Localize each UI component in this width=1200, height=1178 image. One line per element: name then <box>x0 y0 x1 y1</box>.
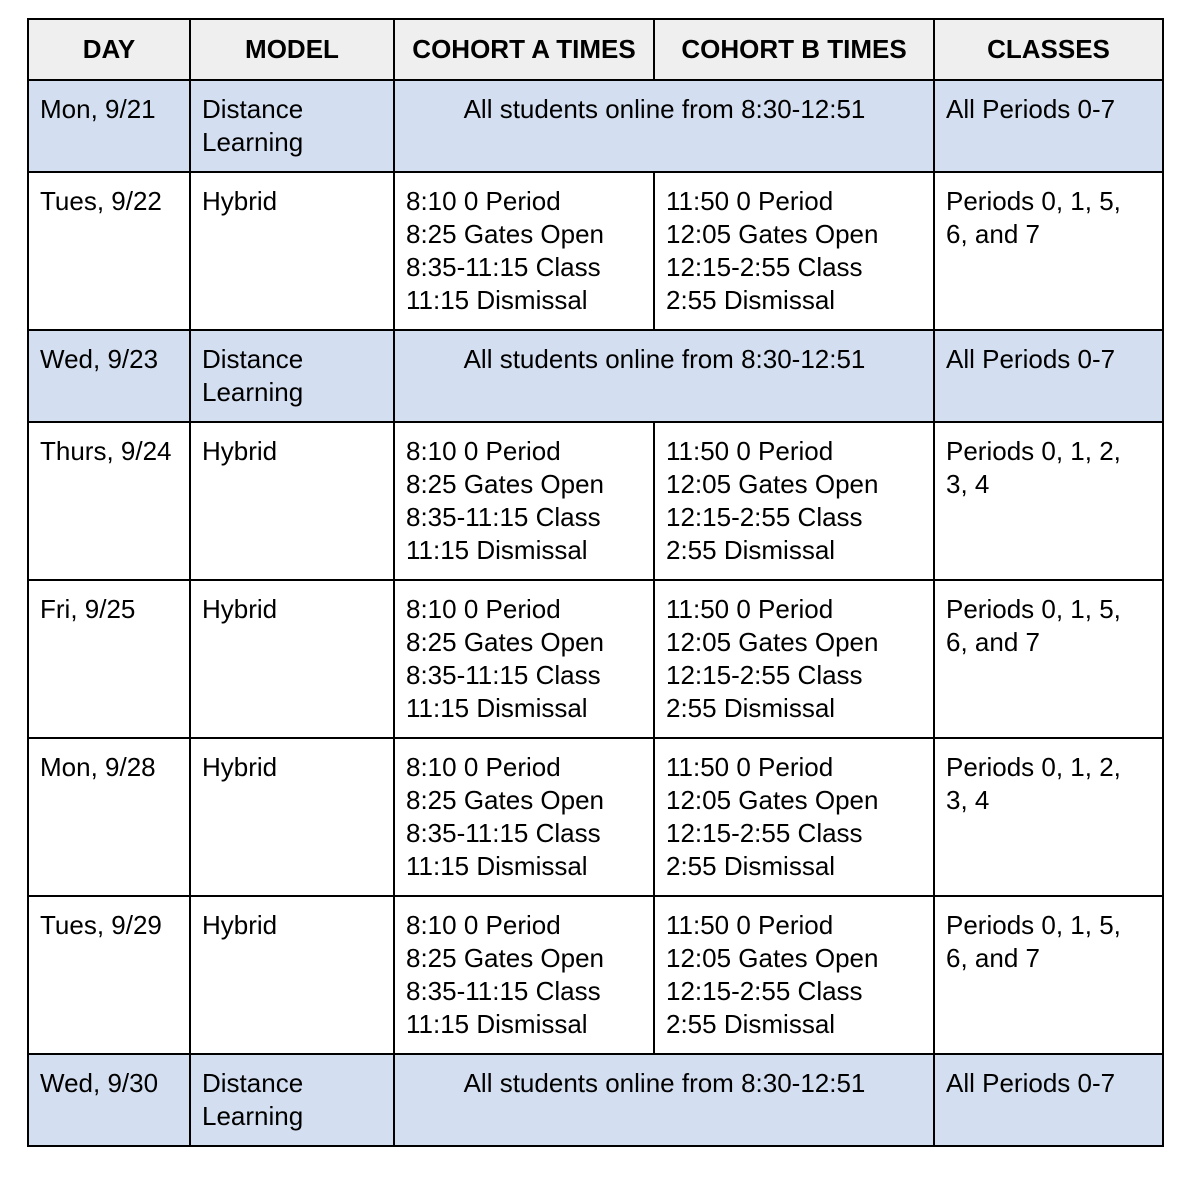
day-cell: Mon, 9/28 <box>28 738 190 896</box>
cohort-b-times-cell: 11:50 0 Period 12:05 Gates Open 12:15-2:55 Class 2:55 Dismissal <box>654 172 934 330</box>
header-classes: CLASSES <box>934 19 1163 80</box>
header-row <box>28 19 1163 80</box>
classes-cell: All Periods 0-7 <box>934 80 1163 172</box>
classes-cell: Periods 0, 1, 5, 6, and 7 <box>934 172 1163 330</box>
table-row <box>28 738 1163 896</box>
model-cell: Distance Learning <box>190 80 394 172</box>
classes-cell: All Periods 0-7 <box>934 1054 1163 1146</box>
model-cell: Distance Learning <box>190 1054 394 1146</box>
table-row <box>28 172 1163 330</box>
table-row <box>28 422 1163 580</box>
classes-cell: Periods 0, 1, 5, 6, and 7 <box>934 580 1163 738</box>
header-cohort-a-times: COHORT A TIMES <box>394 19 654 80</box>
day-cell: Mon, 9/21 <box>28 80 190 172</box>
table-row <box>28 896 1163 1054</box>
classes-cell: All Periods 0-7 <box>934 330 1163 422</box>
table-row <box>28 1054 1163 1146</box>
cohort-a-times-cell: 8:10 0 Period 8:25 Gates Open 8:35-11:15 Class 11:15 Dismissal <box>394 580 654 738</box>
table-row <box>28 330 1163 422</box>
cohort-b-times-cell: 11:50 0 Period 12:05 Gates Open 12:15-2:55 Class 2:55 Dismissal <box>654 738 934 896</box>
table-row <box>28 580 1163 738</box>
day-cell: Tues, 9/29 <box>28 896 190 1054</box>
table-row <box>28 80 1163 172</box>
cohort-a-times-cell: 8:10 0 Period 8:25 Gates Open 8:35-11:15 Class 11:15 Dismissal <box>394 172 654 330</box>
online-times-cell: All students online from 8:30-12:51 <box>394 1054 934 1146</box>
day-cell: Wed, 9/30 <box>28 1054 190 1146</box>
cohort-a-times-cell: 8:10 0 Period 8:25 Gates Open 8:35-11:15 Class 11:15 Dismissal <box>394 422 654 580</box>
cohort-a-times-cell: 8:10 0 Period 8:25 Gates Open 8:35-11:15 Class 11:15 Dismissal <box>394 896 654 1054</box>
cohort-a-times-cell: 8:10 0 Period 8:25 Gates Open 8:35-11:15 Class 11:15 Dismissal <box>394 738 654 896</box>
cohort-b-times-cell: 11:50 0 Period 12:05 Gates Open 12:15-2:55 Class 2:55 Dismissal <box>654 580 934 738</box>
day-cell: Wed, 9/23 <box>28 330 190 422</box>
model-cell: Hybrid <box>190 422 394 580</box>
day-cell: Fri, 9/25 <box>28 580 190 738</box>
cohort-b-times-cell: 11:50 0 Period 12:05 Gates Open 12:15-2:55 Class 2:55 Dismissal <box>654 422 934 580</box>
header-model: MODEL <box>190 19 394 80</box>
schedule-table <box>27 18 1164 1147</box>
classes-cell: Periods 0, 1, 2, 3, 4 <box>934 422 1163 580</box>
online-times-cell: All students online from 8:30-12:51 <box>394 80 934 172</box>
model-cell: Hybrid <box>190 738 394 896</box>
model-cell: Distance Learning <box>190 330 394 422</box>
header-cohort-b-times: COHORT B TIMES <box>654 19 934 80</box>
classes-cell: Periods 0, 1, 5, 6, and 7 <box>934 896 1163 1054</box>
day-cell: Tues, 9/22 <box>28 172 190 330</box>
model-cell: Hybrid <box>190 896 394 1054</box>
online-times-cell: All students online from 8:30-12:51 <box>394 330 934 422</box>
classes-cell: Periods 0, 1, 2, 3, 4 <box>934 738 1163 896</box>
model-cell: Hybrid <box>190 580 394 738</box>
day-cell: Thurs, 9/24 <box>28 422 190 580</box>
header-day: DAY <box>28 19 190 80</box>
cohort-b-times-cell: 11:50 0 Period 12:05 Gates Open 12:15-2:55 Class 2:55 Dismissal <box>654 896 934 1054</box>
model-cell: Hybrid <box>190 172 394 330</box>
